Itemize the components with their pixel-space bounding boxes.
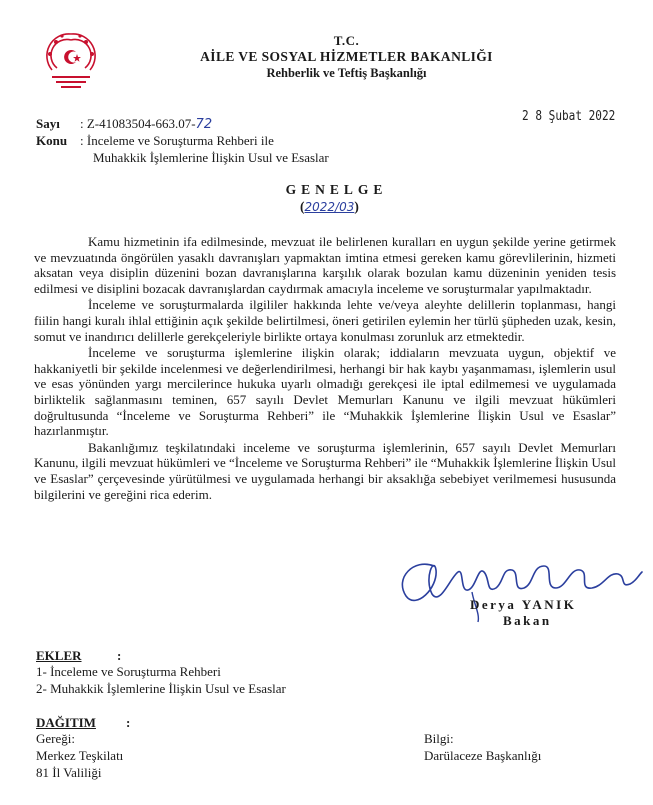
document-date: 2 8 Şubat 2022 bbox=[522, 108, 616, 124]
konu-value: : İnceleme ve Soruşturma Rehberi ile bbox=[80, 133, 274, 148]
konu-value-line2: Muhakkik İşlemlerine İlişkin Usul ve Esaslar bbox=[93, 150, 329, 165]
ekler-title: EKLER bbox=[36, 648, 82, 663]
genelge-number bbox=[300, 199, 359, 215]
dagitim-title: DAĞITIM bbox=[36, 715, 96, 730]
geregi-label: Gereği: bbox=[36, 731, 75, 746]
paragraph-2: İnceleme ve soruşturmalarda ilgililer hakkında lehte ve/veya aleyhte delillerin toplanması, hangi fiilin hangi kuralı ihlal ettiğinin açık şekilde belirtilmesi, öneri getirilen eylemin her türlü şüpheden uzak, kesin, somut ve inandırıcı delillerle gerekçeleriyle birlikte ortaya konulması zorunluk arz etmektedir. bbox=[34, 297, 616, 344]
ekler-colon: : bbox=[117, 648, 122, 663]
konu-label: Konu bbox=[36, 133, 68, 148]
bilgi-label: Bilgi: bbox=[424, 731, 454, 746]
sayi-label: Sayı bbox=[36, 116, 60, 131]
header-ministry: AİLE VE SOSYAL HİZMETLER BAKANLIĞI bbox=[200, 49, 493, 64]
dagitim-colon: : bbox=[126, 715, 131, 730]
geregi-item-1: Merkez Teşkilatı bbox=[36, 748, 124, 763]
genelge-close-paren: ) bbox=[354, 199, 359, 214]
sayi-handwritten-number: 72 bbox=[195, 117, 213, 132]
paragraph-1: Kamu hizmetinin ifa edilmesinde, mevzuat ile belirlenen kuralları en uygun şekilde yerine getirmek ve mevzuatında öngörülen yasaklı davranışları yapmaktan imtina etmesi gereken kamu görevlilerinin, hizmeti aksatan veya disiplin düzenini bozan davranışlarına karşılık olarak bozulan kamu düzeninin yeniden tesis edilmesi ve disiplini bozacak davranışlardan caydırmak amacıyla inceleme ve soruşturmalar yapılmaktadır. bbox=[34, 234, 616, 296]
letter-body bbox=[34, 234, 616, 503]
genelge-title: GENELGE bbox=[285, 182, 388, 197]
konu-row bbox=[36, 133, 274, 149]
geregi-item-2: 81 İl Valiliği bbox=[36, 765, 102, 780]
paragraph-3: İnceleme ve soruşturma işlemlerine ilişkin olarak; iddiaların mevzuata uygun, objektif ve hakkaniyetli bir şekilde incelenmesi ve değerlendirilmesi, herhangi bir hak kaybı yaşanmaması, işlemlerin usul ve esas yönünden yargı mercilerince hukuka uyarlı olmadığı gerekçesi ile iptal edilmemesi ve uygulamada birliktelik sağlanmasını teminen, 657 sayılı Devlet Memurları Kanunu ve ilgili mevzuat hükümleri doğrultusunda “İnceleme ve Soruşturma Rehberi” ile “Muhakkik İşlemlerine İlişkin Usul ve Esaslar” hazırlanmıştır. bbox=[34, 345, 616, 439]
signer-name: Derya YANIK bbox=[470, 597, 577, 612]
signer-title: Bakan bbox=[503, 613, 552, 628]
ekler-item-1: 1- İnceleme ve Soruşturma Rehberi bbox=[36, 664, 221, 679]
genelge-open-paren: ( bbox=[300, 199, 305, 214]
sayi-value: : Z-41083504-663.07- bbox=[80, 116, 196, 131]
ekler-item-2: 2- Muhakkik İşlemlerine İlişkin Usul ve Esaslar bbox=[36, 681, 286, 696]
header-department: Rehberlik ve Teftiş Başkanlığı bbox=[266, 66, 427, 80]
sayi-row bbox=[36, 116, 212, 132]
genelge-handwritten-number: 2022/03 bbox=[304, 200, 355, 214]
header-tc: T.C. bbox=[333, 33, 360, 48]
bilgi-item-1: Darülaceze Başkanlığı bbox=[424, 748, 542, 763]
paragraph-4: Bakanlığımız teşkilatındaki inceleme ve soruşturma işlemlerinin, 657 sayılı Devlet Memurları Kanunu, ilgili mevzuat hükümleri ve “İnceleme ve Soruşturma Rehberi” ile “Muhakkik İşlemlerine İlişkin Usul ve Esaslar” çerçevesinde yürütülmesi ve uygulamada herhangi bir aksaklığa sebebiyet verilmemesi hususunda bilgilerini ve gereğini rica ederim. bbox=[34, 439, 616, 502]
